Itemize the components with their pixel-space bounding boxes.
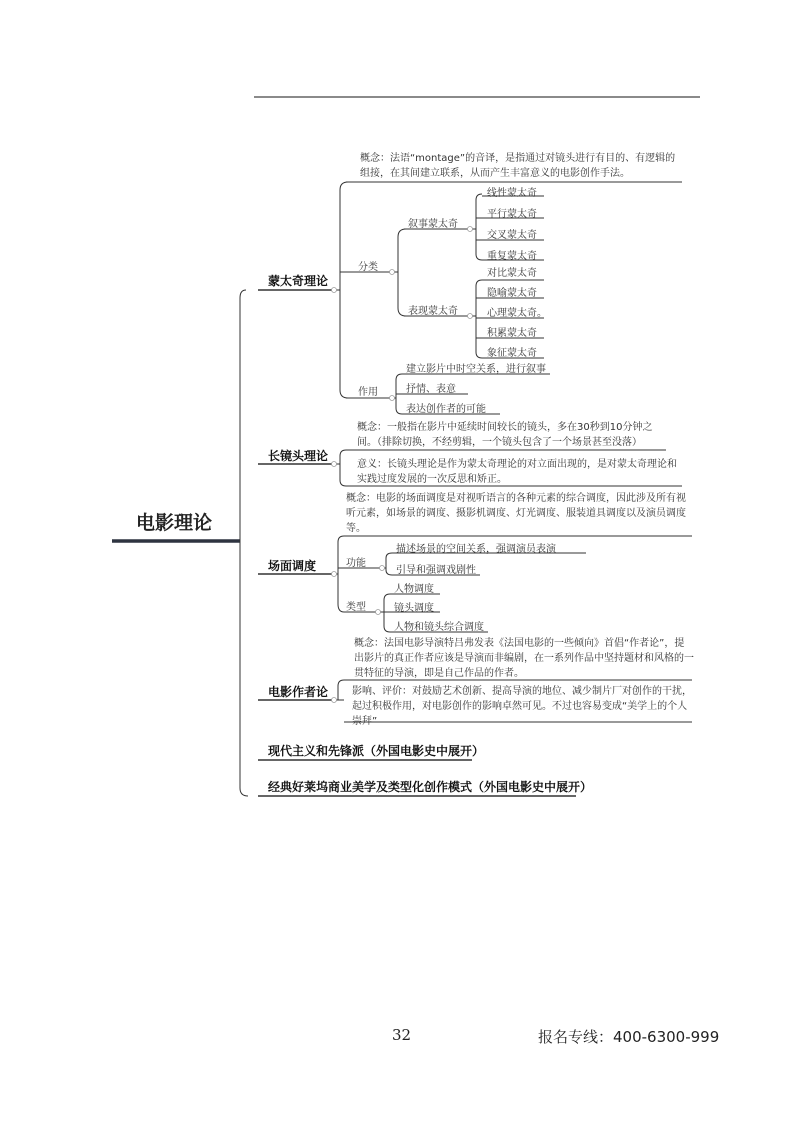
branch-mise-title: 场面调度 — [268, 559, 317, 573]
auteur-concept: 概念：法国电影导演特吕弗发表《法国电影的一些倾向》首倡“作者论”，提出影片的真正作者应该是导演而非编剧，在一系列作品中坚持题材和风格的一贯特征的导演，即是自己作品的作者。 — [354, 638, 694, 679]
branch-auteur-title: 电影作者论 — [268, 685, 329, 699]
branch-modernism: 现代主义和先锋派（外国电影史中展开） — [268, 744, 485, 758]
mise-type-item: 人物和镜头综合调度 — [394, 622, 484, 633]
expressive-item: 隐喻蒙太奇 — [487, 288, 537, 299]
auteur-impact: 影响、评价：对鼓励艺术创新、提高导演的地位、减少制片厂对创作的干扰，起过积极作用，对电影创作的影响卓然可见。不过也容易变成“美学上的个人崇拜” — [352, 686, 692, 727]
expressive-item: 心理蒙太奇。 — [487, 308, 547, 319]
mise-function-item: 引导和强调戏剧性 — [396, 565, 476, 576]
branch-long-take-title: 长镜头理论 — [268, 449, 329, 463]
narrative-item: 平行蒙太奇 — [487, 209, 537, 220]
long-take-meaning: 意义：长镜头理论是作为蒙太奇理论的对立面出现的，是对蒙太奇理论和实践过度发展的一次反思和矫正。 — [357, 459, 677, 485]
hotline: 报名专线：400-6300-999 — [538, 1028, 720, 1046]
root-node: 电影理论 — [136, 512, 213, 534]
narrative-item: 交叉蒙太奇 — [487, 230, 537, 241]
mise-type-item: 镜头调度 — [394, 603, 434, 614]
narrative-montage-label: 叙事蒙太奇 — [408, 219, 458, 230]
montage-function-item: 抒情、表意 — [406, 384, 456, 395]
branch-hollywood: 经典好莱坞商业美学及类型化创作模式（外国电影史中展开） — [268, 780, 593, 794]
montage-concept: 概念：法语“montage”的音译，是指通过对镜头进行有目的、有逻辑的组接，在其间建立联系，从而产生丰富意义的电影创作手法。 — [360, 153, 676, 179]
expressive-item: 对比蒙太奇 — [487, 268, 537, 279]
montage-function-label: 作用 — [358, 387, 378, 398]
expressive-item: 象征蒙太奇 — [487, 348, 537, 359]
montage-classify-label: 分类 — [358, 262, 378, 273]
mise-concept: 概念：电影的场面调度是对视听语言的各种元素的综合调度，因此涉及所有视听元素，如场景的调度、摄影机调度、灯光调度、服装道具调度以及演员调度等。 — [346, 493, 686, 534]
montage-function-item: 建立影片中时空关系，进行叙事 — [406, 364, 546, 375]
mise-function-label: 功能 — [346, 558, 366, 569]
mise-types-label: 类型 — [346, 602, 366, 613]
montage-function-item: 表达创作者的可能 — [406, 404, 486, 415]
mise-function-item: 描述场景的空间关系，强调演员表演 — [396, 544, 556, 555]
narrative-item: 重复蒙太奇 — [487, 251, 537, 262]
mise-type-item: 人物调度 — [394, 584, 434, 595]
long-take-concept: 概念：一般指在影片中延续时间较长的镜头，多在30秒到10分钟之间。（排除切换，不经剪辑，一个镜头包含了一个场景甚至没落） — [357, 422, 653, 448]
branch-montage-title: 蒙太奇理论 — [268, 274, 329, 288]
narrative-item: 线性蒙太奇 — [487, 188, 537, 199]
page-number: 32 — [392, 1026, 412, 1044]
expressive-montage-label: 表现蒙太奇 — [408, 306, 458, 317]
expressive-item: 积累蒙太奇 — [487, 328, 537, 339]
